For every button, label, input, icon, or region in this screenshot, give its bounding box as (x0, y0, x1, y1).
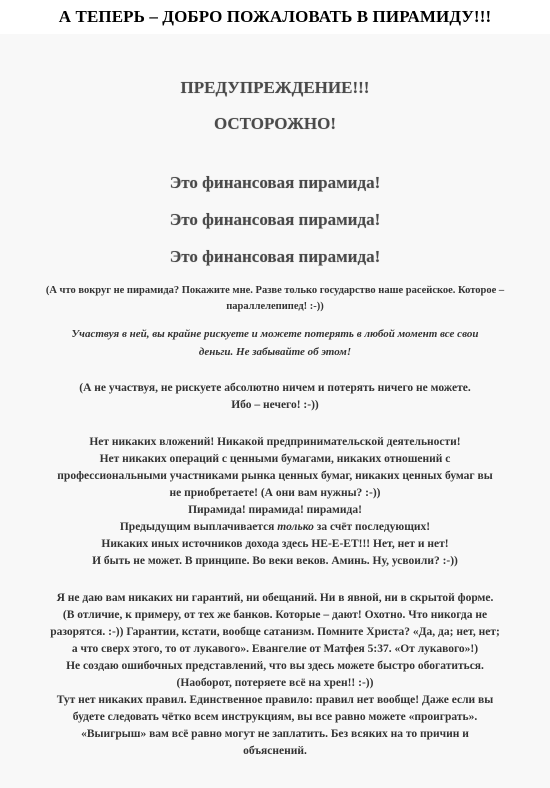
text-line: объяснений. (243, 745, 307, 757)
text-line: а что сверх этого, то от лукавого». Евангелие от Матфея 5:37. «От лукавого»!) (71, 643, 479, 655)
pyramid-lines (0, 164, 550, 275)
text-line: будете следовать чётко всем инструкциям, вы все равно можете «проиграть». (72, 711, 478, 723)
text-line: Ибо – нечего! :-)) (231, 399, 319, 411)
text-line (10, 519, 540, 536)
pyramid-line: Это финансовая пирамида! (169, 173, 381, 192)
text-line: Тут нет никаких правил. Единственное правило: правил нет вообще! Даже если вы (56, 694, 494, 706)
text-line: (А не участвуя, не рискуете абсолютно ничем и потерять ничего не можете. (79, 382, 471, 394)
aside-line: параллелепипед! :-)) (226, 301, 324, 312)
warning-title: ПРЕДУПРЕЖДЕНИЕ!!! (180, 78, 370, 97)
text-line: Никаких иных источников дохода здесь НЕ-Е-ЕТ!!! Нет, нет и нет! (101, 538, 449, 550)
content-area (0, 34, 550, 788)
guarantees-paragraph (0, 590, 550, 760)
text-line: (В отличие, к примеру, от тех же банков. Которые – дают! Охотно. Что никогда не (62, 609, 488, 621)
text-line: (Наоборот, потеряете всё на хрен!! :-)) (176, 677, 374, 689)
not-participating-paragraph (0, 380, 550, 414)
text-fragment: за счёт последующих! (313, 521, 431, 533)
italic-warning-line: деньги. Не забывайте об этом! (198, 346, 352, 358)
text-line: «Выигрыш» вам всё равно могут не заплатить. Без всяких на то причин и (81, 728, 469, 740)
italic-warning-line: Участвуя в ней, вы крайне рискуете и можете потерять в любой момент все свои (71, 328, 479, 340)
no-investments-paragraph (0, 434, 550, 570)
text-line: И быть не может. В принципе. Во веки веков. Аминь. Ну, усвоили? :-)) (92, 555, 458, 567)
pyramid-line: Это финансовая пирамида! (169, 247, 381, 266)
page-header (0, 0, 550, 34)
emphasis-text: только (277, 521, 314, 533)
warning-subtitle: ОСТОРОЖНО! (213, 114, 337, 133)
pyramid-line: Это финансовая пирамида! (169, 210, 381, 229)
text-line: Нет никаких вложений! Никакой предпринимательской деятельности! (89, 436, 461, 448)
text-line: Не создаю ошибочных представлений, что вы здесь можете быстро обогатиться. (66, 660, 484, 672)
text-line: не приобретаете! (А они вам нужны? :-)) (169, 487, 381, 499)
text-line: профессиональными участниками рынка ценных бумаг, никаких ценных бумаг вы (57, 470, 493, 482)
text-line: Пирамида! пирамида! пирамида! (188, 504, 362, 516)
text-fragment: Предыдущим выплачивается (119, 521, 278, 533)
aside-paragraph (0, 283, 550, 315)
italic-warning (0, 325, 550, 361)
text-line: Нет никаких операций с ценными бумагами, никаких отношений с (99, 453, 451, 465)
text-line: разорятся. :-)) Гарантии, кстати, вообще сатанизм. Помните Христа? «Да, да; нет, нет; (50, 626, 500, 638)
text-line: Я не даю вам никаких ни гарантий, ни обещаний. Ни в явной, ни в скрытой форме. (56, 592, 494, 604)
aside-line: (А что вокруг не пирамида? Покажите мне. Разве только государство наше расейское. Которое – (45, 285, 505, 296)
page-title: А ТЕПЕРЬ – ДОБРО ПОЖАЛОВАТЬ В ПИРАМИДУ!!! (58, 7, 492, 26)
